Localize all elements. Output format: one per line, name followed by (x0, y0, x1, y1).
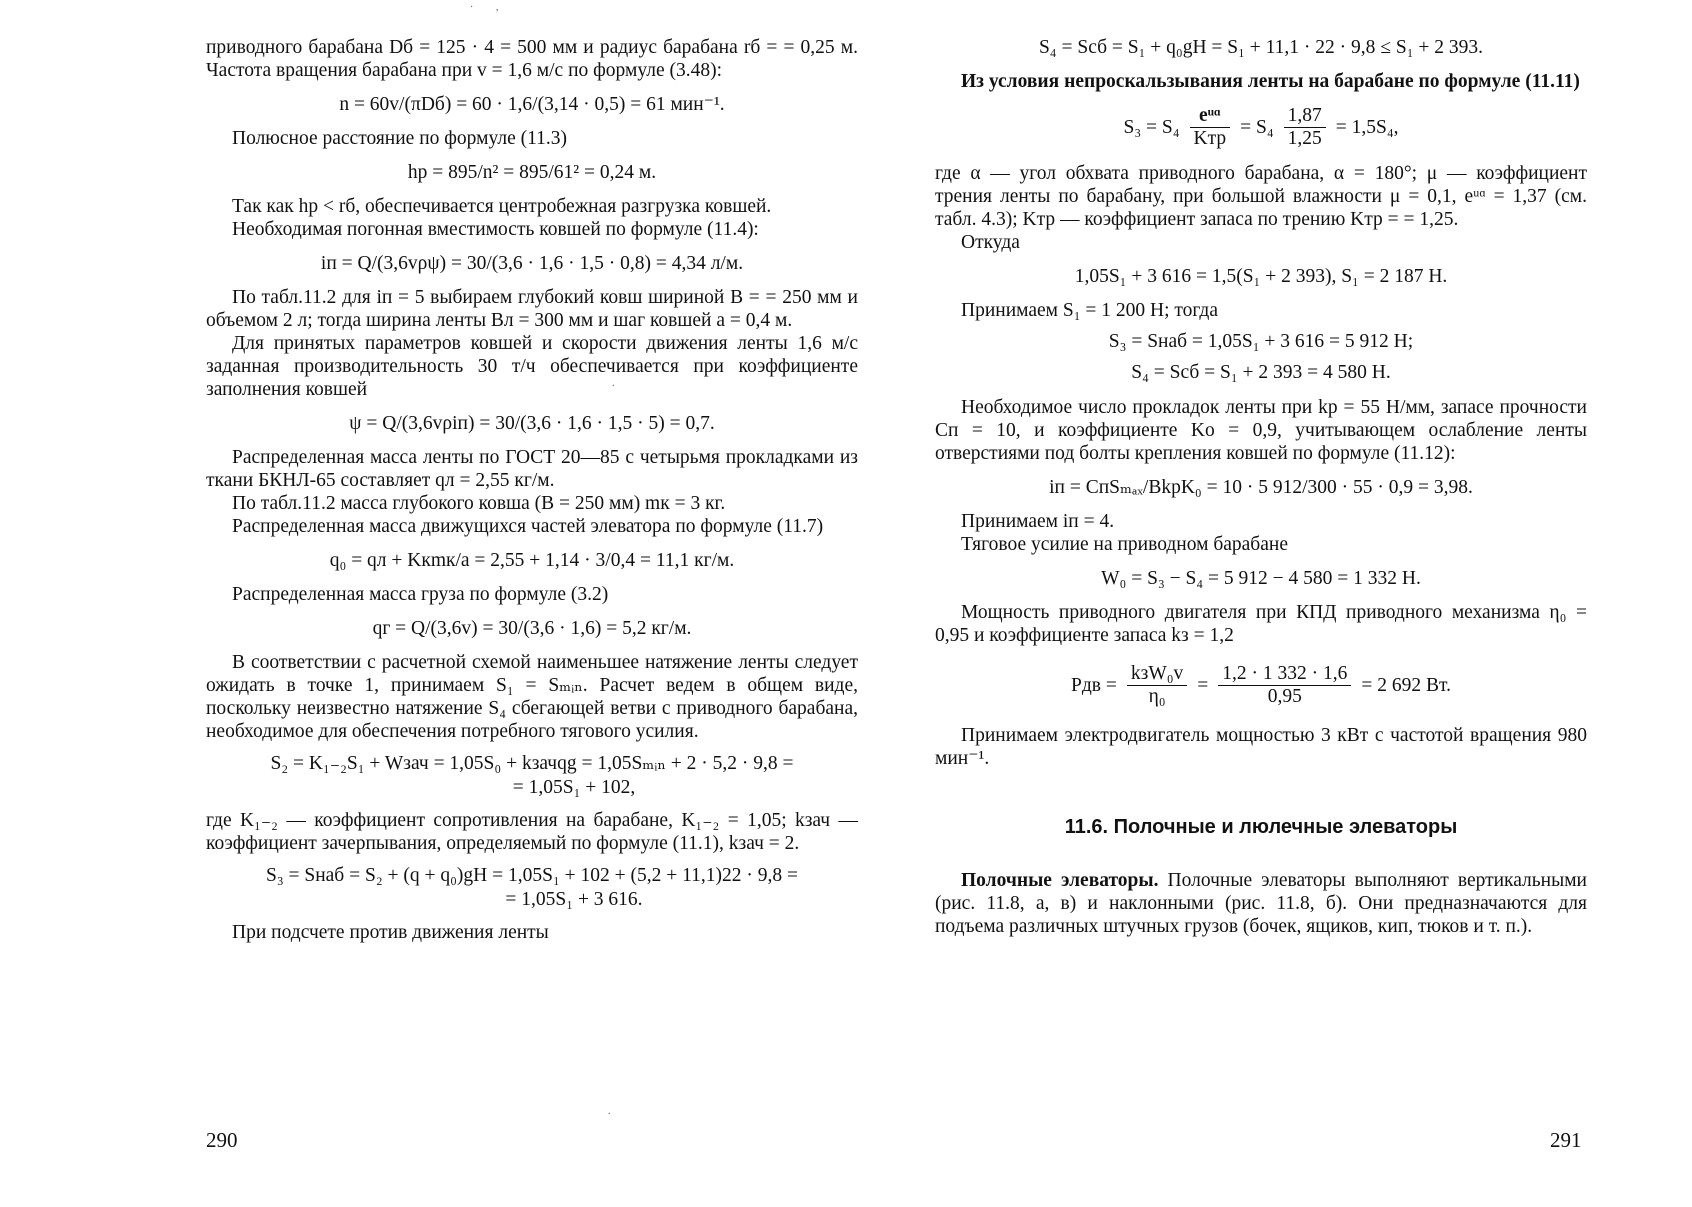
paragraph: В соответствии с расчетной схемой наименьшее натяжение ленты следует ожидать в точке 1, принимаем S₁ = Sₘᵢₙ. Расчет ведем в общем виде, поскольку неизвестно натяжение S₄ сбегающей ветви с приводного барабана, необходимое для обеспечения потребного тягового усилия. (206, 652, 858, 742)
fraction (1190, 105, 1231, 150)
paragraph: По табл.11.2 масса глубокого ковша (B = 250 мм) mк = 3 кг. (232, 493, 726, 514)
paragraph: Принимаем S₁ = 1 200 Н; тогда (961, 300, 1219, 321)
fraction (1218, 663, 1351, 708)
paragraph: Необходимое число прокладок ленты при kр = 55 Н/мм, запасе прочности Cп = 10, и коэффициенте Kо = 0,9, учитывающем ослабление ленты отверстиями под болты крепления ковшей по формуле (11.12): (935, 397, 1587, 464)
page-number: 291 (1550, 1128, 1582, 1152)
equation-line: S₂ = K₁₋₂S₁ + Wзач = 1,05S₀ + kзачqg = 1,05Sₘᵢₙ + 2 · 5,2 · 9,8 = (270, 753, 794, 774)
paragraph: Из условия непроскальзывания ленты на барабане по формуле (11.11) (961, 71, 1580, 92)
paragraph: Принимаем iп = 4. (961, 511, 1115, 532)
paragraph: Распределенная масса движущихся частей элеватора по формуле (11.7) (232, 516, 824, 537)
equation: n = 60v/(πDб) = 60 · 1,6/(3,14 · 0,5) = 61 мин⁻¹. (339, 94, 725, 115)
paragraph: При подсчете против движения ленты (232, 922, 549, 943)
equation-line: S₃ = Sнаб = S₂ + (q + q₀)gH = 1,05S₁ + 102 + (5,2 + 11,1)22 · 9,8 = (265, 865, 798, 886)
equation: iп = CпSₘₐₓ/BkрK₀ = 10 · 5 912/300 · 55 · 0,9 = 3,98. (1049, 477, 1473, 498)
page-left (206, 36, 858, 944)
equation: S₄ = Sсб = S₁ + q₀gH = S₁ + 11,1 · 22 · 9,8 ≤ S₁ + 2 393. (1038, 37, 1484, 58)
paragraph: Распределенная масса груза по формуле (3.2) (232, 584, 609, 605)
numerator: eᵘᵅ (1190, 105, 1231, 128)
denominator: Kтр (1193, 128, 1227, 149)
equation-line: = 1,05S₁ + 3 616. (505, 889, 643, 910)
equation: hр = 895/n² = 895/61² = 0,24 м. (407, 162, 657, 183)
paragraph: Для принятых параметров ковшей и скорости движения ленты 1,6 м/с заданная производительность 30 т/ч обеспечивается при коэффициенте заполнения ковшей (206, 333, 858, 400)
paragraph: приводного барабана Dб = 125 · 4 = 500 мм и радиус барабана rб = = 0,25 м. Частота вращения барабана при v = 1,6 м/с по формуле (3.48): (206, 37, 858, 81)
equation: 1,05S₁ + 3 616 = 1,5(S₁ + 2 393), S₁ = 2 187 Н. (1074, 266, 1448, 287)
section-heading: 11.6. Полочные и люлечные элеваторы (1064, 816, 1458, 838)
paragraph-lead: Полочные элеваторы. (961, 870, 1159, 891)
equation: q₀ = qл + Kкmк/a = 2,55 + 1,14 · 3/0,4 = 11,1 кг/м. (329, 550, 735, 571)
equation: ψ = Q/(3,6vρiп) = 30/(3,6 · 1,6 · 1,5 · 5) = 0,7. (349, 413, 715, 434)
page-number: 290 (206, 1128, 238, 1152)
paragraph: Откуда (961, 232, 1020, 253)
paragraph: По табл.11.2 для iп = 5 выбираем глубокий ковш шириной B = = 250 мм и объемом 2 л; тогда ширина ленты Bл = 300 мм и шаг ковшей a = 0,4 м. (206, 287, 858, 331)
paragraph: Полюсное расстояние по формуле (11.3) (232, 128, 567, 149)
denominator: η₀ (1148, 686, 1166, 707)
denominator: 0,95 (1267, 686, 1302, 707)
scan-speck: . (608, 1106, 611, 1117)
fraction (1284, 105, 1326, 150)
equation-part: = (1197, 675, 1209, 696)
equation-multiline (206, 864, 858, 912)
paragraph: Так как hр < rб, обеспечивается центробежная разгрузка ковшей. (232, 196, 772, 217)
fraction (1127, 663, 1187, 708)
equation-part: = S₄ (1240, 117, 1274, 138)
equation: W₀ = S₃ − S₄ = 5 912 − 4 580 = 1 332 Н. (1101, 568, 1421, 589)
equation-part: = 1,5S₄, (1335, 117, 1399, 138)
page-right (935, 36, 1587, 938)
paragraph: Тяговое усилие на приводном барабане (961, 534, 1288, 555)
paragraph: Принимаем электродвигатель мощностью 3 кВт с частотой вращения 980 мин⁻¹. (935, 725, 1587, 769)
denominator: 1,25 (1287, 128, 1322, 149)
equation: S₃ = Sнаб = 1,05S₁ + 3 616 = 5 912 Н; (1108, 331, 1414, 352)
equation-line: = 1,05S₁ + 102, (512, 777, 636, 798)
paragraph: Распределенная масса ленты по ГОСТ 20—85 с четырьмя прокладками из ткани БКНЛ-65 составляет qл = 2,55 кг/м. (206, 447, 858, 491)
equation: S₄ = Sсб = S₁ + 2 393 = 4 580 Н. (1131, 362, 1391, 383)
paragraph: Необходимая погонная вместимость ковшей по формуле (11.4): (232, 219, 759, 240)
equation-fraction (935, 105, 1587, 150)
equation-part: = 2 692 Вт. (1361, 675, 1451, 696)
numerator: 1,2 · 1 332 · 1,6 (1218, 663, 1351, 686)
numerator: kзW₀v (1127, 663, 1187, 686)
paragraph: где K₁₋₂ — коэффициент сопротивления на барабане, K₁₋₂ = 1,05; kзач — коэффициент зачерпывания, определяемый по формуле (11.1), kзач = 2. (206, 810, 858, 854)
scan-speck: . (612, 378, 615, 389)
equation-part: S₃ = S₄ (1123, 117, 1180, 138)
paragraph (935, 869, 1587, 938)
equation-part: Pдв = (1071, 675, 1117, 696)
scan-mark: · , (470, 2, 509, 13)
numerator: 1,87 (1284, 105, 1326, 128)
equation-multiline (206, 752, 858, 800)
equation: iп = Q/(3,6vρψ) = 30/(3,6 · 1,6 · 1,5 · 0,8) = 4,34 л/м. (320, 253, 744, 274)
equation-fraction (935, 663, 1587, 708)
paragraph-body: Полочные элеваторы выполняют вертикальными (рис. 11.8, а, в) и наклонными (рис. 11.8, б). Они предназначаются для подъема различных штучных грузов (бочек, ящиков, кип, тюков и т. п.). (935, 870, 1587, 937)
paragraph: Мощность приводного двигателя при КПД приводного механизма η₀ = 0,95 и коэффициенте запаса kз = 1,2 (935, 602, 1587, 646)
equation: qг = Q/(3,6v) = 30/(3,6 · 1,6) = 5,2 кг/м. (372, 618, 692, 639)
paragraph: где α — угол обхвата приводного барабана, α = 180°; μ — коэффициент трения ленты по барабану, при большой влажности μ = 0,1, eᵘᵅ = 1,37 (см. табл. 4.3); Kтр — коэффициент запаса по трению Kтр = = 1,25. (935, 163, 1587, 230)
